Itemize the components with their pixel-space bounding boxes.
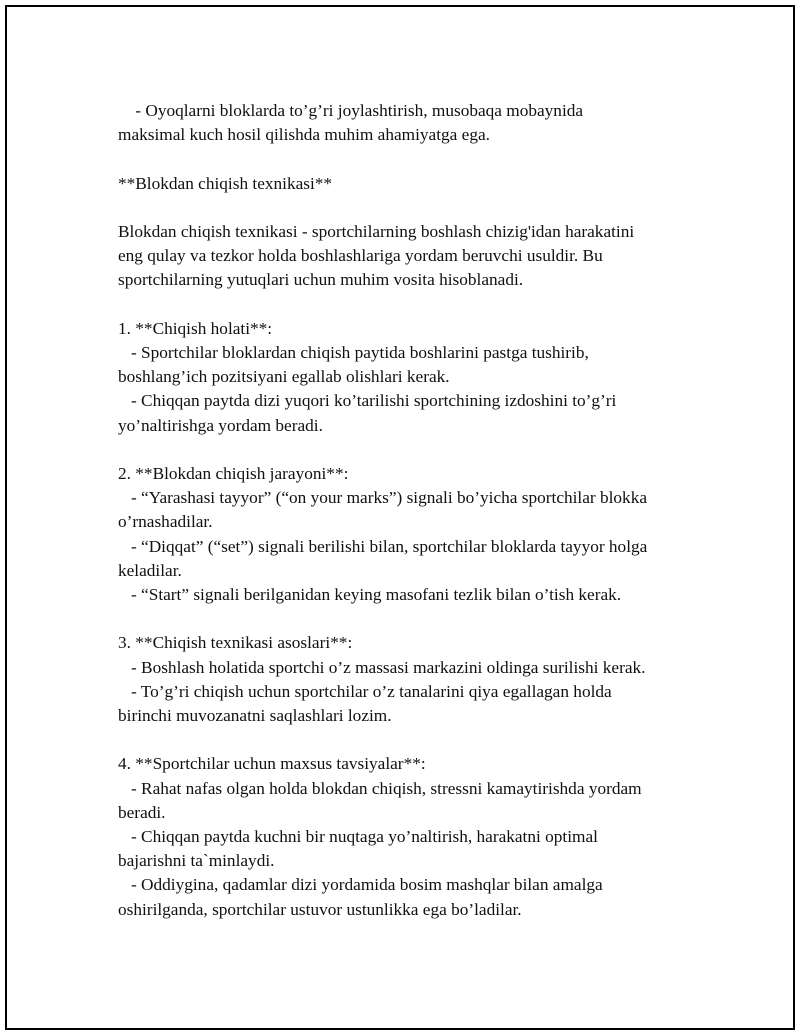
text-line: o’rnashadilar. — [118, 512, 213, 532]
section-heading — [118, 172, 708, 196]
text-line: - Rahat nafas olgan holda blokdan chiqish, stressni kamaytirishda yordam — [118, 778, 642, 798]
text-line: eng qulay va tezkor holda boshlashlariga yordam beruvchi usuldir. Bu — [118, 246, 603, 266]
list-heading: 2. **Blokdan chiqish jarayoni**: — [118, 463, 349, 483]
text-line: - “Start” signali berilganidan keying masofani tezlik bilan o’tish kerak. — [118, 585, 622, 604]
list-heading: 1. **Chiqish holati**: — [118, 318, 273, 338]
text-line: - To’g’ri chiqish uchun sportchilar o’z tanalarini qiya egallagan holda — [118, 681, 612, 701]
paragraph-feet-placement — [118, 99, 708, 147]
list-section-4 — [118, 752, 708, 921]
document-page — [5, 5, 795, 1030]
text-line: Blokdan chiqish texnikasi - sportchilarning boshlash chizig'idan harakatini — [118, 221, 635, 241]
blank-line — [118, 293, 708, 317]
list-heading: 4. **Sportchilar uchun maxsus tavsiyalar**: — [118, 754, 426, 774]
text-line: - Chiqqan paytda dizi yuqori ko’tarilishi sportchining izdoshini to’g’ri — [118, 391, 617, 411]
text-line: boshlang’ich pozitsiyani egallab olishlari kerak. — [118, 367, 450, 387]
blank-line — [118, 196, 708, 220]
text-line: bajarishni ta`minlaydi. — [118, 851, 275, 871]
document-body — [118, 99, 708, 922]
text-line: maksimal kuch hosil qilishda muhim ahamiyatga ega. — [118, 125, 490, 145]
list-heading: 3. **Chiqish texnikasi asoslari**: — [118, 633, 353, 653]
blank-line — [118, 728, 708, 752]
text-line: - Boshlash holatida sportchi o’z massasi markazini oldinga surilishi kerak. — [118, 657, 646, 677]
text-line: beradi. — [118, 802, 166, 822]
text-line: yo’naltirishga yordam beradi. — [118, 415, 323, 435]
text-line: birinchi muvozanatni saqlashlari lozim. — [118, 706, 392, 725]
text-line: - Sportchilar bloklardan chiqish paytida boshlarini pastga tushirib, — [118, 342, 589, 362]
text-line: - “Yarashasi tayyor” (“on your marks”) signali bo’yicha sportchilar blokka — [118, 488, 648, 508]
list-section-3 — [118, 631, 708, 728]
text-line: - Oddiygina, qadamlar dizi yordamida bosim mashqlar bilan amalga — [118, 875, 603, 895]
text-line: oshirilganda, sportchilar ustuvor ustunlikka ega bo’ladilar. — [118, 899, 522, 919]
text-line: - Chiqqan paytda kuchni bir nuqtaga yo’naltirish, harakatni optimal — [118, 827, 598, 846]
list-section-2 — [118, 462, 708, 607]
text-line: sportchilarning yutuqlari uchun muhim vosita hisoblanadi. — [118, 270, 524, 290]
blank-line — [118, 607, 708, 631]
heading-line: **Blokdan chiqish texnikasi** — [118, 173, 333, 193]
text-line: - “Diqqat” (“set”) signali berilishi bilan, sportchilar bloklarda tayyor holga — [118, 536, 648, 556]
blank-line — [118, 438, 708, 462]
paragraph-intro — [118, 220, 708, 293]
blank-line — [118, 147, 708, 171]
list-section-1 — [118, 317, 708, 438]
text-line: - Oyoqlarni bloklarda to’g’ri joylashtirish, musobaqa mobaynida — [118, 101, 584, 120]
text-line: keladilar. — [118, 560, 182, 580]
